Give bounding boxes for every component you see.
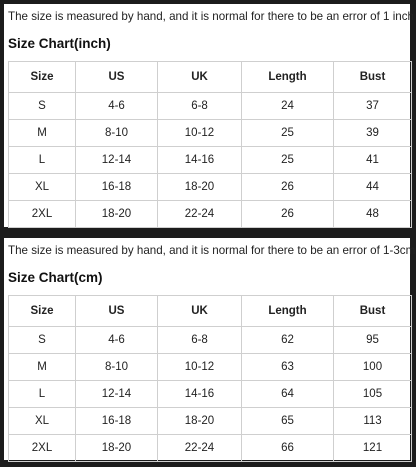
cell-uk: 18-20: [158, 174, 242, 201]
cell-size: XL: [9, 174, 76, 201]
cell-us: 4-6: [76, 93, 158, 120]
chart-heading: Size Chart(cm): [8, 270, 103, 285]
cell-us: 12-14: [76, 147, 158, 174]
size-chart-cm-panel: [4, 238, 416, 460]
cell-uk: 6-8: [158, 93, 242, 120]
cell-length: 25: [242, 147, 334, 174]
size-table-cm: [8, 295, 412, 462]
table-row: [9, 381, 412, 408]
cell-size: 2XL: [9, 435, 76, 462]
table-row: [9, 174, 412, 201]
header-length: Length: [242, 296, 334, 327]
cell-size: XL: [9, 408, 76, 435]
cell-uk: 22-24: [158, 201, 242, 228]
cell-length: 64: [242, 381, 334, 408]
cell-uk: 14-16: [158, 147, 242, 174]
measurement-note: The size is measured by hand, and it is normal for there to be an error of 1-3cm: [8, 244, 416, 257]
table-row: [9, 120, 412, 147]
header-size: Size: [9, 62, 76, 93]
cell-size: M: [9, 120, 76, 147]
header-us: US: [76, 296, 158, 327]
size-chart-inch-panel: [4, 4, 414, 227]
cell-uk: 18-20: [158, 408, 242, 435]
cell-uk: 10-12: [158, 354, 242, 381]
cell-bust: 95: [334, 327, 412, 354]
cell-size: L: [9, 381, 76, 408]
cell-us: 16-18: [76, 174, 158, 201]
cell-bust: 113: [334, 408, 412, 435]
cell-bust: 121: [334, 435, 412, 462]
cell-size: S: [9, 93, 76, 120]
cell-size: L: [9, 147, 76, 174]
header-us: US: [76, 62, 158, 93]
measurement-note: The size is measured by hand, and it is normal for there to be an error of 1 inch: [8, 10, 414, 23]
cell-uk: 10-12: [158, 120, 242, 147]
cell-length: 65: [242, 408, 334, 435]
cell-length: 66: [242, 435, 334, 462]
table-row: [9, 147, 412, 174]
cell-size: M: [9, 354, 76, 381]
cell-length: 26: [242, 201, 334, 228]
header-length: Length: [242, 62, 334, 93]
size-table-inch: [8, 61, 412, 228]
cell-us: 4-6: [76, 327, 158, 354]
header-uk: UK: [158, 296, 242, 327]
cell-bust: 105: [334, 381, 412, 408]
table-row: [9, 327, 412, 354]
cell-us: 12-14: [76, 381, 158, 408]
cell-bust: 100: [334, 354, 412, 381]
cell-us: 8-10: [76, 354, 158, 381]
cell-length: 26: [242, 174, 334, 201]
cell-bust: 48: [334, 201, 412, 228]
chart-heading: Size Chart(inch): [8, 36, 111, 51]
cell-length: 24: [242, 93, 334, 120]
cell-us: 18-20: [76, 201, 158, 228]
cell-bust: 44: [334, 174, 412, 201]
cell-length: 62: [242, 327, 334, 354]
table-row: [9, 201, 412, 228]
header-bust: Bust: [334, 296, 412, 327]
cell-bust: 41: [334, 147, 412, 174]
header-bust: Bust: [334, 62, 412, 93]
table-row: [9, 408, 412, 435]
table-header-row: [9, 62, 412, 93]
cell-uk: 6-8: [158, 327, 242, 354]
cell-bust: 37: [334, 93, 412, 120]
cell-length: 25: [242, 120, 334, 147]
table-row: [9, 435, 412, 462]
cell-us: 8-10: [76, 120, 158, 147]
table-header-row: [9, 296, 412, 327]
cell-us: 18-20: [76, 435, 158, 462]
header-uk: UK: [158, 62, 242, 93]
cell-uk: 22-24: [158, 435, 242, 462]
cell-length: 63: [242, 354, 334, 381]
cell-size: 2XL: [9, 201, 76, 228]
cell-size: S: [9, 327, 76, 354]
table-row: [9, 354, 412, 381]
header-size: Size: [9, 296, 76, 327]
cell-bust: 39: [334, 120, 412, 147]
cell-us: 16-18: [76, 408, 158, 435]
cell-uk: 14-16: [158, 381, 242, 408]
table-row: [9, 93, 412, 120]
